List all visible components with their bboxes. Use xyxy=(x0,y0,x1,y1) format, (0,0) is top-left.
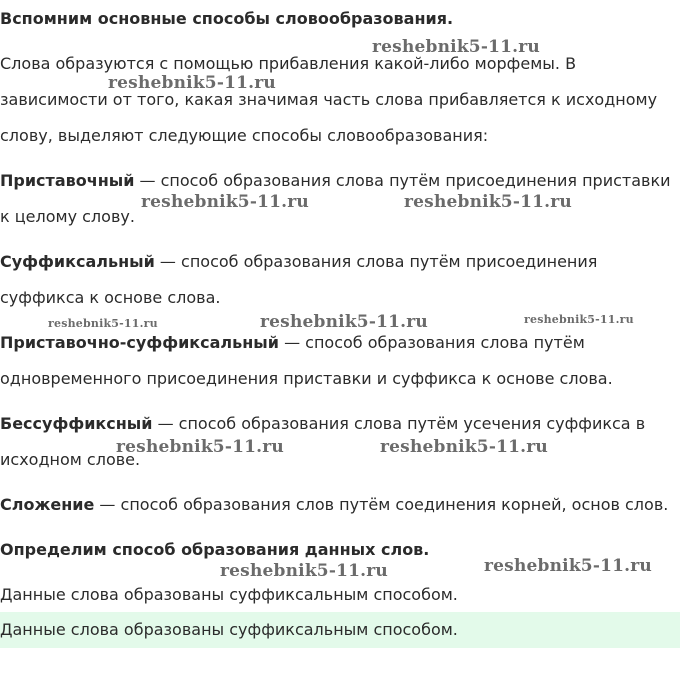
heading-determine: Определим способ образования данных слов. xyxy=(0,540,430,559)
method-suffix-line-1 xyxy=(0,252,597,272)
method-nonsuffix-term: Бессуффиксный xyxy=(0,414,153,433)
watermark: reshebnik5-11.ru xyxy=(141,192,309,212)
method-prefix-line-2: к целому слову. xyxy=(0,207,135,226)
intro-line-1: Слова образуются с помощью прибавления какой-либо морфемы. В xyxy=(0,54,577,73)
method-suffix-desc: — способ образования слова путём присоединения xyxy=(154,252,598,271)
method-nonsuffix-line-1 xyxy=(0,414,645,434)
method-compound-term: Сложение xyxy=(0,495,95,514)
method-compound-line-1 xyxy=(0,495,668,515)
watermark: reshebnik5-11.ru xyxy=(220,561,388,581)
method-prefix-suffix-line-2: одновременного присоединения приставки и суффикса к основе слова. xyxy=(0,369,613,388)
method-prefix-suffix-line-1 xyxy=(0,333,585,353)
method-prefix-suffix-term: Приставочно-суффиксальный xyxy=(0,333,279,352)
answer-box xyxy=(0,612,680,648)
answer-text: Данные слова образованы суффиксальным способом. xyxy=(0,620,458,639)
result-text: Данные слова образованы суффиксальным способом. xyxy=(0,585,458,604)
method-suffix-term: Суффиксальный xyxy=(0,252,155,271)
method-prefix-suffix-desc: — способ образования слова путём xyxy=(278,333,585,352)
watermark: reshebnik5-11.ru xyxy=(524,313,634,326)
heading-recall: Вспомним основные способы словообразования. xyxy=(0,9,454,28)
method-prefix-term: Приставочный xyxy=(0,171,135,190)
watermark: reshebnik5-11.ru xyxy=(48,317,158,330)
watermark: reshebnik5-11.ru xyxy=(260,312,428,332)
watermark: reshebnik5-11.ru xyxy=(484,556,652,576)
watermark: reshebnik5-11.ru xyxy=(372,37,540,57)
method-nonsuffix-desc: — способ образования слова путём усечения суффикса в xyxy=(152,414,646,433)
method-suffix-line-2: суффикса к основе слова. xyxy=(0,288,221,307)
intro-line-3: слову, выделяют следующие способы словообразования: xyxy=(0,126,489,145)
intro-line-2: зависимости от того, какая значимая часть слова прибавляется к исходному xyxy=(0,90,658,109)
watermark: reshebnik5-11.ru xyxy=(404,192,572,212)
method-prefix-line-1 xyxy=(0,171,671,191)
watermark: reshebnik5-11.ru xyxy=(116,437,284,457)
method-prefix-desc: — способ образования слова путём присоединения приставки xyxy=(134,171,671,190)
watermark: reshebnik5-11.ru xyxy=(108,73,276,93)
method-compound-desc: — способ образования слов путём соединения корней, основ слов. xyxy=(94,495,669,514)
method-nonsuffix-line-2: исходном слове. xyxy=(0,450,141,469)
watermark: reshebnik5-11.ru xyxy=(380,437,548,457)
